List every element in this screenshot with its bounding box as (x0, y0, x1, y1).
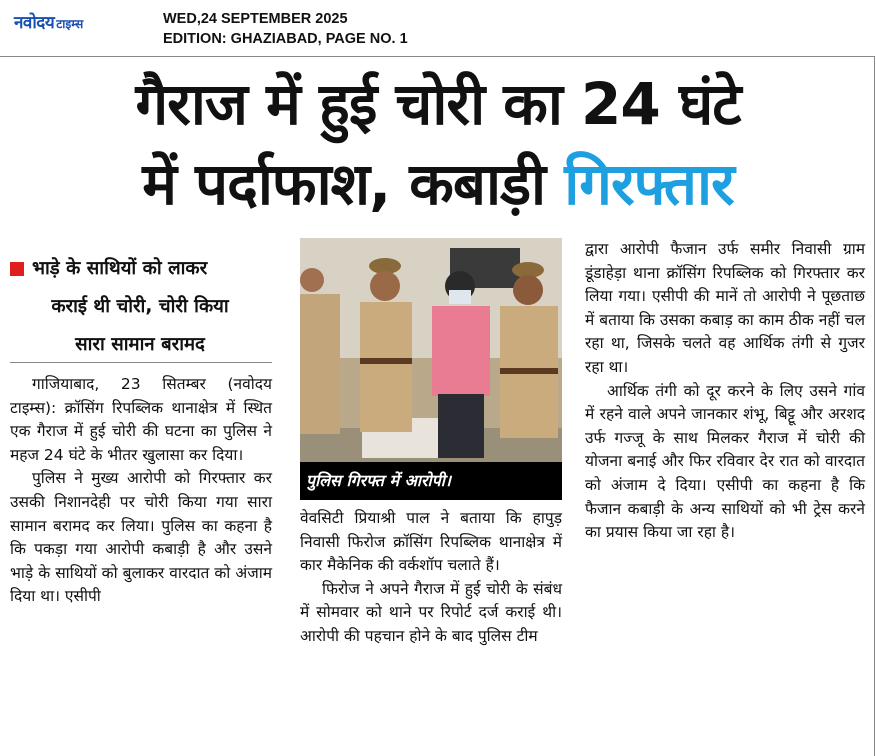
headline-line1: गैराज में हुई चोरी का 24 घंटे (135, 70, 741, 138)
police-arrest-photo-icon (300, 238, 562, 500)
headline (6, 64, 870, 224)
article-paragraph: द्वारा आरोपी फैजान उर्फ समीर निवासी ग्राम डूंडाहेड़ा थाना क्रॉसिंग रिपब्लिक को गिरफ्तार कर लिया गया। एसीपी की मानें तो आरोपी ने पूछताछ में बताया कि उसका कबाड़ का काम ठीक नहीं चल रहा था, जिसके चलते वह आर्थिक तंगी से गुजर रहा था। (585, 240, 865, 376)
headline-line2 (6, 144, 870, 224)
headline-accent: गिरफ्तार (564, 150, 734, 218)
article-paragraph: गाजियाबाद, 23 सितम्बर (नवोदय टाइम्स): क्रॉसिंग रिपब्लिक थानाक्षेत्र में स्थित एक गैराज में हुई चोरी की घटना का पुलिस ने महज 24 घंटे के भीतर खुलासा कर दिया। (10, 375, 272, 464)
bullet-icon (10, 262, 24, 276)
edition-info (163, 9, 408, 49)
photo-caption: पुलिस गिरफ्त में आरोपी। (300, 462, 562, 500)
subheadline-text1: भाड़े के साथियों को लाकर (32, 258, 208, 279)
article-paragraph: पुलिस ने मुख्य आरोपी को गिरफ्तार कर उसकी निशानदेही पर चोरी किया गया सारा सामान बरामद कर लिया। पुलिस का कहना है कि पकड़ा गया आरोपी कबाड़ी है और उसने भाड़े के साथियों को बुलाकर वारदात को अंजाम दिया था। एसीपी (10, 469, 272, 606)
news-photo (300, 238, 562, 500)
subheadline-line3: सारा सामान बरामद (75, 334, 205, 355)
newspaper-logo[interactable] (14, 10, 83, 32)
article-column-3 (585, 238, 865, 545)
article-paragraph: वेवसिटी प्रियाश्री पाल ने बताया कि हापुड़ निवासी फिरोज क्रॉसिंग रिपब्लिक थानाक्षेत्र में कार मैकेनिक की वर्कशॉप चलाते हैं। (300, 509, 562, 575)
publication-date: WED,24 SEPTEMBER 2025 (163, 11, 348, 27)
article-paragraph: फिरोज ने अपने गैराज में हुई चोरी के संबंध में सोमवार को थाने पर रिपोर्ट दर्ज कराई थी। आरोपी की पहचान होने के बाद पुलिस टीम (300, 579, 562, 645)
subheadline (10, 250, 270, 364)
edition-page: EDITION: GHAZIABAD, PAGE NO. 1 (163, 31, 408, 47)
subheadline-line1 (10, 250, 270, 288)
subheadline-line2: कराई थी चोरी, चोरी किया (51, 296, 229, 317)
article-column-1 (10, 373, 272, 609)
article-paragraph: आर्थिक तंगी को दूर करने के लिए उसने गांव में रहने वाले अपने जानकार शंभू, बिट्टू और अरशद उर्फ गज्जू के साथ मिलकर गैराज में चोरी की योजना बनाई और फिर रविवार देर रात को वारदात को अंजाम दे दिया। एसीपी का कहना है कि फैजान कबाड़ी के अन्य साथियों को भी ट्रेस करने का प्रयास किया जा रहा है। (585, 381, 865, 542)
logo-hindi: नवोदय (14, 13, 55, 33)
subheadline-divider (10, 362, 272, 363)
article-column-2 (300, 507, 562, 649)
masthead (0, 0, 876, 54)
logo-small: टाइम्स (56, 17, 84, 31)
headline-line2-main: में पर्दाफाश, कबाड़ी (142, 150, 546, 218)
